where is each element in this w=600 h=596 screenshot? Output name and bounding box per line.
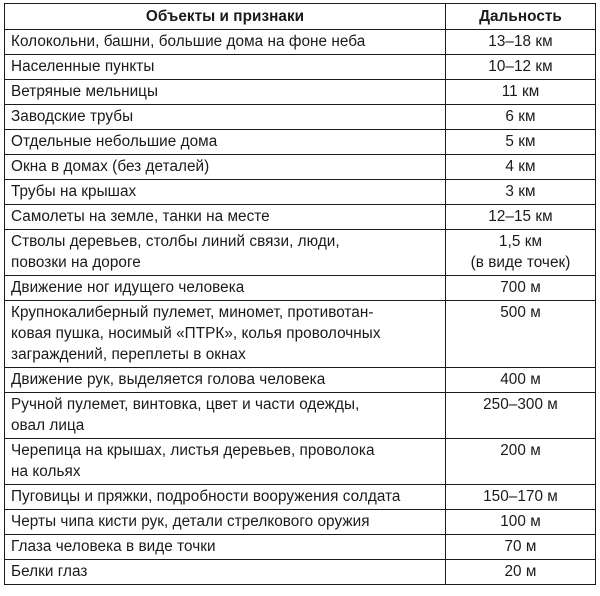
object-cell: Движение ног идущего человека [5, 276, 446, 301]
object-cell: Черты чипа кисти рук, детали стрелкового оружия [5, 510, 446, 535]
object-cell: Колокольни, башни, большие дома на фоне неба [5, 30, 446, 55]
table-row [5, 80, 596, 105]
object-line: Черепица на крышах, листья деревьев, проволока [11, 442, 375, 459]
visibility-range-table [4, 3, 596, 585]
table-row [5, 30, 596, 55]
range-cell: 500 м [446, 301, 596, 368]
table-row [5, 301, 596, 368]
range-cell: 3 км [446, 180, 596, 205]
range-cell: 200 м [446, 439, 596, 485]
range-cell: 100 м [446, 510, 596, 535]
object-line: повозки на дороге [11, 254, 141, 271]
table-row [5, 560, 596, 585]
table-row [5, 105, 596, 130]
range-cell: 6 км [446, 105, 596, 130]
object-line: ковая пушка, носимый «ПТРК», колья проволочных [11, 325, 381, 342]
range-cell: 150–170 м [446, 485, 596, 510]
range-cell: 700 м [446, 276, 596, 301]
object-cell: Отдельные небольшие дома [5, 130, 446, 155]
table-row [5, 130, 596, 155]
object-cell [5, 439, 446, 485]
object-cell: Пуговицы и пряжки, подробности вооружения солдата [5, 485, 446, 510]
table-row [5, 180, 596, 205]
range-cell: 11 км [446, 80, 596, 105]
range-cell: 250–300 м [446, 393, 596, 439]
range-cell: 20 м [446, 560, 596, 585]
range-cell: 12–15 км [446, 205, 596, 230]
table-row [5, 230, 596, 276]
range-cell: 13–18 км [446, 30, 596, 55]
object-line: овал лица [11, 417, 85, 434]
range-line: 1,5 км [498, 233, 543, 250]
object-cell [5, 301, 446, 368]
object-cell: Заводские трубы [5, 105, 446, 130]
object-cell [5, 230, 446, 276]
object-line: Крупнокалиберный пулемет, миномет, противотан- [11, 304, 374, 321]
column-header-objects: Объекты и признаки [5, 4, 446, 30]
object-line: заграждений, переплеты в окнах [11, 346, 246, 363]
object-line: Стволы деревьев, столбы линий связи, люди, [11, 233, 340, 250]
table-row [5, 55, 596, 80]
object-cell: Ветряные мельницы [5, 80, 446, 105]
range-line: (в виде точек) [470, 254, 571, 271]
object-cell [5, 393, 446, 439]
table-row [5, 485, 596, 510]
range-cell [446, 230, 596, 276]
object-cell: Движение рук, выделяется голова человека [5, 368, 446, 393]
range-cell: 400 м [446, 368, 596, 393]
range-cell: 5 км [446, 130, 596, 155]
object-line: Ручной пулемет, винтовка, цвет и части одежды, [11, 396, 360, 413]
object-cell: Окна в домах (без деталей) [5, 155, 446, 180]
object-cell: Глаза человека в виде точки [5, 535, 446, 560]
object-line: на кольях [11, 463, 81, 480]
table-header-row [5, 4, 596, 30]
table-row [5, 510, 596, 535]
table-row [5, 535, 596, 560]
object-cell: Самолеты на земле, танки на месте [5, 205, 446, 230]
table-row [5, 205, 596, 230]
table-row [5, 439, 596, 485]
table-row [5, 155, 596, 180]
table-row [5, 276, 596, 301]
table-row [5, 393, 596, 439]
range-cell: 70 м [446, 535, 596, 560]
table-row [5, 368, 596, 393]
column-header-range: Дальность [446, 4, 596, 30]
object-cell: Трубы на крышах [5, 180, 446, 205]
range-cell: 4 км [446, 155, 596, 180]
object-cell: Населенные пункты [5, 55, 446, 80]
range-cell: 10–12 км [446, 55, 596, 80]
object-cell: Белки глаз [5, 560, 446, 585]
